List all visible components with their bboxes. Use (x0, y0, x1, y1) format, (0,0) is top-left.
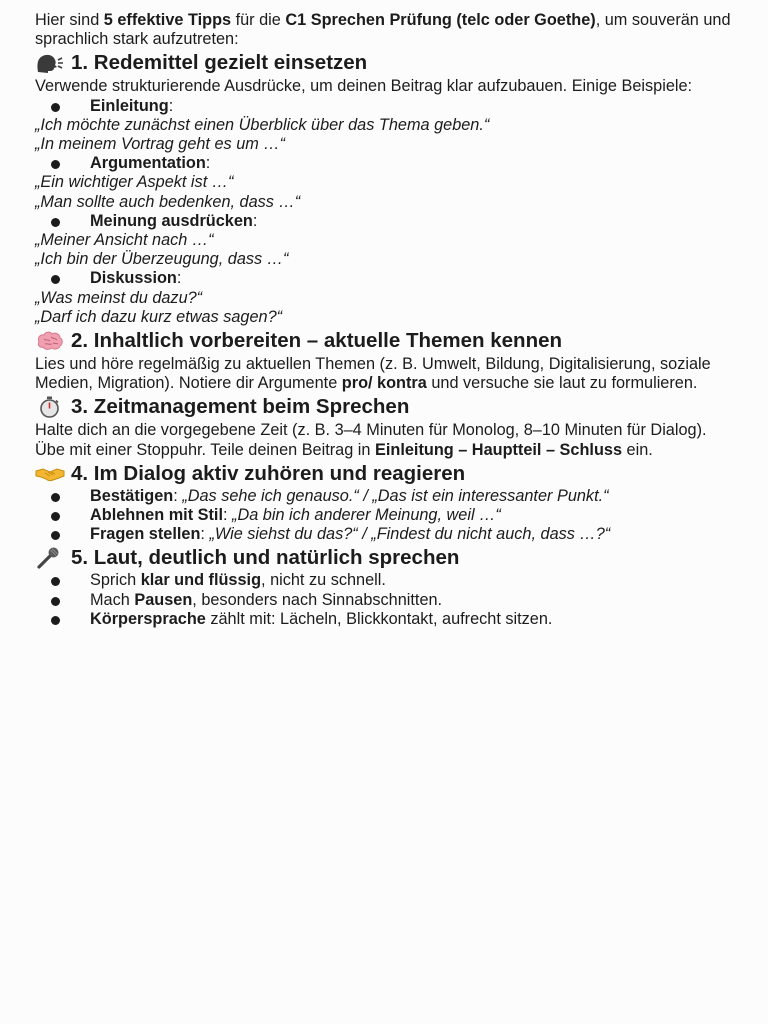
handshake-icon (35, 463, 65, 485)
item-text: „Da bin ich anderer Meinung, weil …“ (232, 506, 501, 525)
list-item: Meinung ausdrücken: (35, 212, 740, 231)
list-item: Fragen stellen: „Wie siehst du das?“ / „Findest du nicht auch, dass …?“ (35, 525, 740, 544)
item-text: Mach (90, 590, 135, 609)
example-phrase: „Meiner Ansicht nach …“ (35, 231, 214, 250)
list-item (35, 571, 740, 590)
item-text: zählt mit: Lächeln, Blickkontakt, aufrecht sitzen. (205, 609, 553, 628)
item-label: Bestätigen (90, 486, 174, 505)
group-label: Einleitung (90, 96, 169, 115)
group-label: Diskussion (90, 269, 177, 288)
section-text: Verwende strukturierende Ausdrücke, um deinen Beitrag klar aufzubauen. Einige Beispiele: (35, 77, 693, 96)
item-label: Ablehnen mit Stil (90, 506, 223, 525)
example-phrase: „In meinem Vortrag geht es um …“ (35, 135, 286, 154)
list-item (35, 591, 740, 610)
section-heading (35, 394, 740, 420)
section-heading (35, 50, 740, 76)
section-text-bold: pro/ kontra (341, 374, 427, 393)
item-text: , nicht zu schnell. (261, 571, 386, 590)
section-4 (35, 461, 740, 545)
example-phrase: „Man sollte auch bedenken, dass …“ (35, 192, 301, 211)
item-text: „Wie siehst du das?“ / „Findest du nicht auch, dass …?“ (209, 525, 611, 544)
section-text-part: Halte dich an die vorgegebene Zeit (z. B. 3–4 Minuten für Monolog, 8–10 Minuten für Dialog). Übe mit einer Stoppuhr. Teile deinen Beitrag in (35, 421, 707, 459)
section-text-part: Lies und höre regelmäßig zu aktuellen Themen (z. B. Umwelt, Bildung, Digitalisierung, soziale Medien, Migration). Notiere dir Argumente (35, 355, 711, 393)
reaction-list (35, 487, 740, 545)
section-5 (35, 545, 740, 629)
intro-bold-exam: C1 Sprechen Prüfung (telc oder Goethe) (285, 11, 596, 29)
example-phrase: „Ein wichtiger Aspekt ist …“ (35, 173, 234, 192)
section-1 (35, 50, 740, 327)
example-phrase: „Ich bin der Überzeugung, dass …“ (35, 250, 289, 269)
item-label: Fragen stellen (90, 525, 201, 544)
intro-text: Hier sind (35, 11, 104, 29)
phrase-group-list (35, 97, 740, 116)
intro-text: für die (231, 11, 286, 29)
section-heading (35, 545, 740, 571)
list-item: Einleitung: (35, 97, 740, 116)
item-text: Sprich (90, 571, 141, 590)
intro-paragraph (35, 11, 740, 49)
section-text (35, 355, 740, 393)
brain-icon (35, 330, 65, 352)
item-text: „Das sehe ich genauso.“ / „Das ist ein interessanter Punkt.“ (182, 486, 609, 505)
list-item: Argumentation: (35, 154, 740, 173)
speaking-list (35, 571, 740, 629)
example-phrase: „Ich möchte zunächst einen Überblick über das Thema geben.“ (35, 115, 490, 134)
section-heading (35, 328, 740, 354)
section-title: 5. Laut, deutlich und natürlich sprechen (71, 546, 460, 570)
section-text-part: ein. (622, 440, 653, 459)
group-label: Argumentation (90, 154, 206, 173)
section-title: 1. Redemittel gezielt einsetzen (71, 51, 368, 75)
item-bold: Körpersprache (90, 609, 206, 628)
section-title: 2. Inhaltlich vorbereiten – aktuelle Themen kennen (71, 329, 563, 353)
intro-bold-tips: 5 effektive Tipps (103, 11, 232, 29)
stopwatch-icon (35, 396, 65, 418)
example-phrase: „Darf ich dazu kurz etwas sagen?“ (35, 307, 283, 326)
section-text (35, 421, 740, 459)
phrase-group-list (35, 269, 740, 288)
intro-text: , um souverän und sprachlich stark aufzutreten: (35, 11, 731, 49)
speaking-head-icon (35, 52, 65, 74)
example-phrase: „Was meinst du dazu?“ (35, 288, 203, 307)
list-item: Ablehnen mit Stil: „Da bin ich anderer Meinung, weil …“ (35, 506, 740, 525)
section-title: 4. Im Dialog aktiv zuhören und reagieren (71, 461, 466, 485)
section-3 (35, 394, 740, 459)
item-text: , besonders nach Sinnabschnitten. (192, 590, 443, 609)
section-2 (35, 328, 740, 393)
section-text-bold: Einleitung – Hauptteil – Schluss (375, 440, 622, 459)
section-text-part: und versuche sie laut zu formulieren. (426, 374, 698, 393)
phrase-group-list (35, 154, 740, 173)
microphone-icon (35, 547, 65, 569)
phrase-group-list (35, 212, 740, 231)
list-item: Diskussion: (35, 269, 740, 288)
item-bold: Pausen (134, 590, 193, 609)
item-bold: klar und flüssig (140, 571, 262, 590)
list-item: Bestätigen: „Das sehe ich genauso.“ / „Das ist ein interessanter Punkt.“ (35, 487, 740, 506)
group-label: Meinung ausdrücken (90, 211, 253, 230)
section-title: 3. Zeitmanagement beim Sprechen (71, 395, 410, 419)
section-heading (35, 461, 740, 487)
list-item (35, 610, 740, 629)
